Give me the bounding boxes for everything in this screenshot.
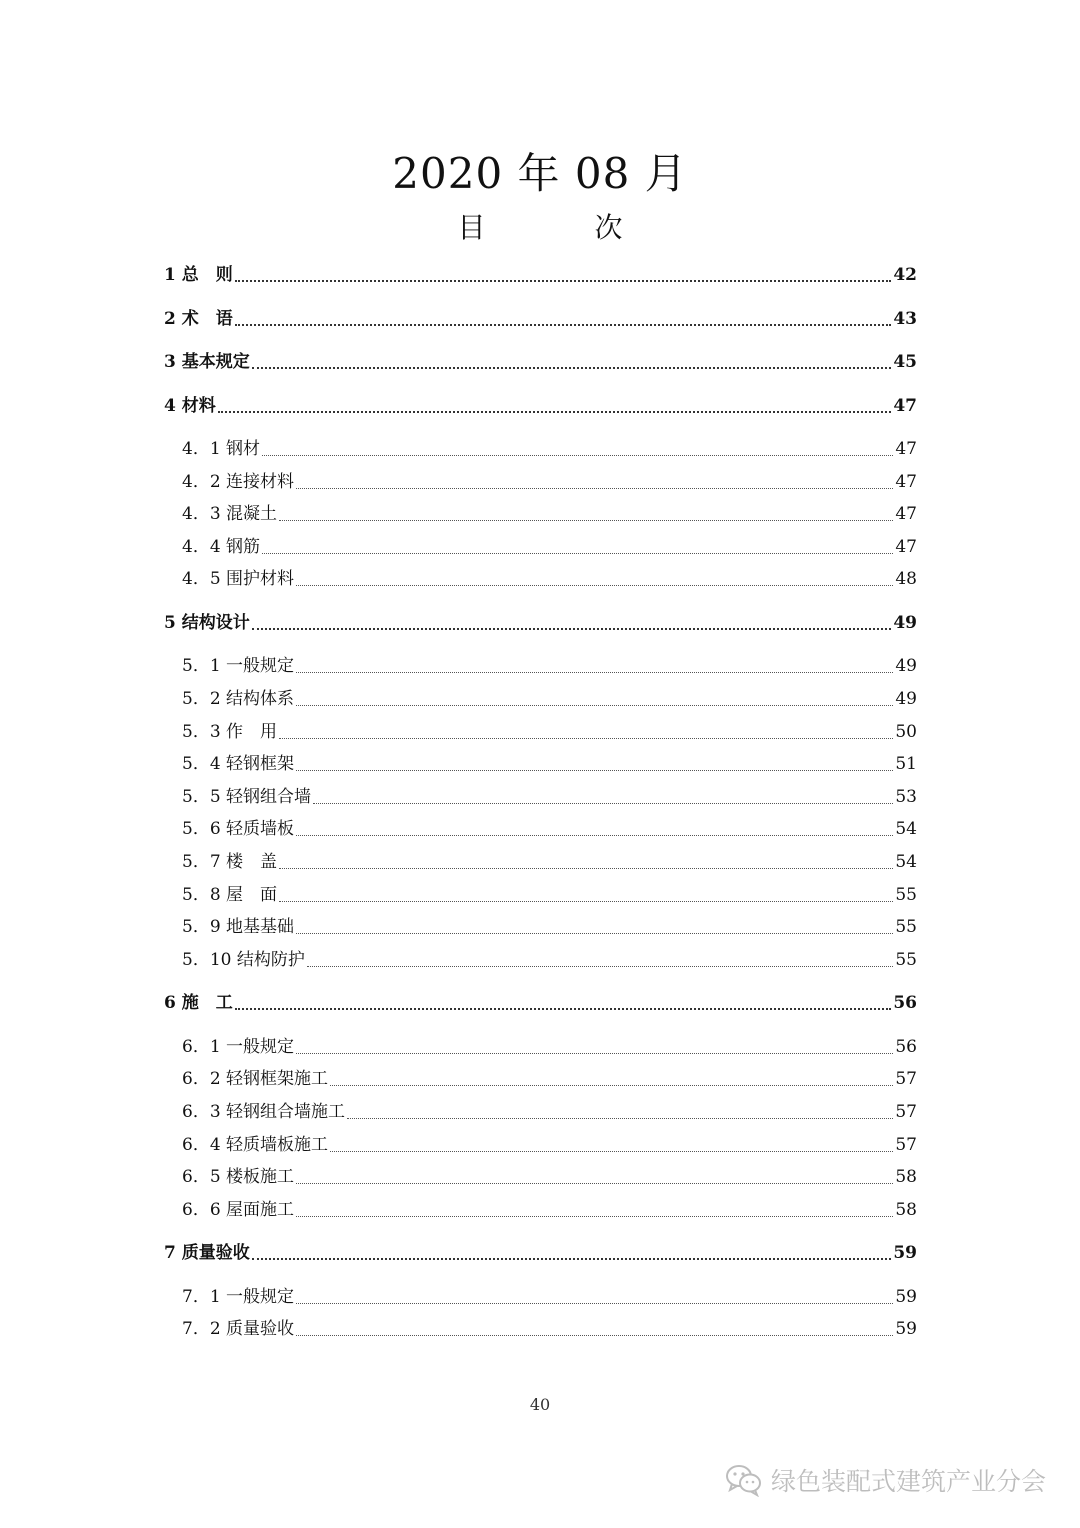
toc-leader-dots: [296, 932, 893, 934]
toc-entry-page: 49: [895, 689, 917, 709]
toc-chapter-row: [164, 262, 917, 288]
toc-entry-label: 5．6 轻质墙板: [182, 819, 295, 840]
toc-entry-label: 5．10 结构防护: [182, 949, 305, 970]
toc-entry-page: 54: [895, 852, 917, 872]
toc-section-row: [182, 1197, 917, 1223]
toc-entry-page: 59: [895, 1319, 917, 1340]
toc-section-row: [182, 1132, 917, 1158]
toc-entry-label: 5．8 屋 面: [182, 884, 278, 905]
toc-leader-dots: [296, 1182, 893, 1184]
toc-section-row: [182, 1099, 917, 1125]
toc-leader-dots: [347, 1117, 893, 1119]
toc-entry-page: 57: [895, 1134, 917, 1155]
toc-chapter-row: [164, 1240, 917, 1266]
toc-entry-page: 59: [895, 1286, 917, 1307]
toc-leader-dots: [279, 737, 893, 739]
toc-section-row: [182, 751, 917, 777]
toc-entry-label: 4 材料: [164, 395, 216, 416]
toc-leader-dots: [279, 519, 893, 521]
toc-entry-page: 56: [895, 1036, 917, 1057]
toc-heading: 目 次: [457, 211, 673, 244]
toc-section-row: [182, 469, 917, 495]
toc-leader-dots: [279, 867, 893, 869]
toc-entry-label: 5．5 轻钢组合墙: [182, 786, 312, 807]
toc-leader-dots: [252, 627, 892, 630]
toc-entry-label: 6 施 工: [164, 993, 233, 1014]
toc-entry-label: 7 质量验收: [164, 1243, 250, 1264]
toc-entry-label: 6．3 轻钢组合墙施工: [182, 1102, 346, 1122]
toc-leader-dots: [296, 584, 893, 586]
toc-entry-page: 43: [893, 308, 917, 329]
toc-section-row: [182, 1284, 917, 1310]
toc-leader-dots: [296, 1302, 893, 1304]
toc-entry-label: 5 结构设计: [164, 612, 250, 633]
toc-section-row: [182, 849, 917, 875]
toc-leader-dots: [279, 900, 893, 902]
toc-section-row: [182, 1034, 917, 1060]
toc-section-row: [182, 784, 917, 810]
toc-entry-label: 7．2 质量验收: [182, 1319, 295, 1340]
toc-leader-dots: [235, 1007, 892, 1010]
toc-entry-label: 6．5 楼板施工: [182, 1167, 295, 1188]
toc-entry-page: 54: [895, 819, 917, 840]
wechat-icon: [725, 1463, 763, 1497]
toc-section-row: [182, 501, 917, 527]
toc-leader-dots: [313, 802, 893, 804]
toc-entry-page: 51: [895, 754, 917, 775]
toc-entry-page: 57: [895, 1102, 917, 1122]
toc-entry-label: 6．2 轻钢框架施工: [182, 1069, 329, 1090]
toc-entry-label: 6．6 屋面施工: [182, 1199, 295, 1220]
toc-entry-label: 5．7 楼 盖: [182, 852, 278, 872]
toc-entry-page: 49: [893, 612, 917, 633]
toc-entry-page: 58: [895, 1167, 917, 1188]
toc-section-row: [182, 566, 917, 592]
toc-section-row: [182, 816, 917, 842]
toc-entry-label: 5．9 地基基础: [182, 917, 295, 938]
toc-entry-label: 1 总 则: [164, 265, 233, 285]
toc-leader-dots: [252, 366, 892, 369]
toc-entry-label: 4．4 钢筋: [182, 536, 261, 557]
toc-leader-dots: [296, 704, 893, 706]
toc-entry-label: 4．2 连接材料: [182, 471, 295, 492]
toc-chapter-row: [164, 990, 917, 1016]
toc-entry-label: 4．3 混凝土: [182, 504, 278, 525]
toc-leader-dots: [296, 1052, 893, 1054]
toc-entry-label: 7．1 一般规定: [182, 1286, 295, 1307]
toc-entry-page: 59: [893, 1243, 917, 1264]
toc-chapter-row: [164, 349, 917, 375]
toc-entry-page: 53: [895, 786, 917, 807]
toc-entry-page: 57: [895, 1069, 917, 1090]
toc-leader-dots: [262, 454, 893, 456]
toc-entry-page: 55: [895, 949, 917, 970]
toc-entry-page: 47: [895, 504, 917, 525]
toc-entry-page: 56: [893, 993, 917, 1014]
toc-entry-label: 6．1 一般规定: [182, 1036, 295, 1057]
toc-leader-dots: [252, 1257, 892, 1260]
toc-entry-label: 5．4 轻钢框架: [182, 754, 295, 775]
toc-entry-page: 47: [895, 471, 917, 492]
toc-entry-label: 6．4 轻质墙板施工: [182, 1134, 329, 1155]
toc-entry-page: 49: [895, 656, 917, 677]
toc-entry-page: 50: [895, 721, 917, 742]
toc-section-row: [182, 1316, 917, 1342]
toc-section-row: [182, 534, 917, 560]
toc-section-row: [182, 719, 917, 745]
toc-leader-dots: [296, 1215, 893, 1217]
toc-entry-label: 5．3 作 用: [182, 721, 278, 742]
toc-section-row: [182, 686, 917, 712]
watermark-text: 绿色装配式建筑产业分会: [770, 1467, 1046, 1496]
date-title: 2020 年 08 月: [392, 149, 688, 198]
page-number: 40: [529, 1395, 551, 1414]
toc-entry-label: 4．1 钢材: [182, 439, 261, 459]
toc-entry-page: 47: [895, 439, 917, 459]
toc-leader-dots: [235, 323, 892, 326]
toc-section-row: [182, 1164, 917, 1190]
toc-leader-dots: [262, 552, 893, 554]
toc-entry-page: 55: [895, 884, 917, 905]
toc-leader-dots: [296, 487, 893, 489]
toc-section-row: [182, 1066, 917, 1092]
toc-leader-dots: [296, 834, 893, 836]
toc-entry-label: 5．1 一般规定: [182, 656, 295, 677]
toc-entry-page: 47: [895, 536, 917, 557]
watermark: [725, 1462, 1046, 1498]
toc-entry-page: 55: [895, 917, 917, 938]
toc-entry-label: 5．2 结构体系: [182, 689, 295, 709]
toc-section-row: [182, 653, 917, 679]
toc-leader-dots: [235, 279, 892, 282]
toc-leader-dots: [296, 1334, 893, 1336]
toc-section-row: [182, 882, 917, 908]
toc-section-row: [182, 914, 917, 940]
toc-leader-dots: [330, 1084, 893, 1086]
toc-leader-dots: [307, 965, 894, 967]
toc-entry-page: 48: [895, 569, 917, 590]
toc-leader-dots: [218, 410, 892, 413]
toc-entry-page: 58: [895, 1199, 917, 1220]
toc-entry-label: 4．5 围护材料: [182, 569, 295, 590]
toc-chapter-row: [164, 306, 917, 332]
toc-entry-page: 47: [893, 395, 917, 416]
toc-section-row: [182, 947, 917, 973]
toc-leader-dots: [330, 1150, 893, 1152]
toc-entry-label: 2 术 语: [164, 308, 233, 329]
toc-section-row: [182, 436, 917, 462]
toc-leader-dots: [296, 671, 893, 673]
toc-chapter-row: [164, 393, 917, 419]
toc-leader-dots: [296, 769, 893, 771]
toc-chapter-row: [164, 610, 917, 636]
toc-entry-page: 45: [893, 352, 917, 372]
toc-entry-page: 42: [893, 265, 917, 285]
toc-entry-label: 3 基本规定: [164, 352, 250, 372]
